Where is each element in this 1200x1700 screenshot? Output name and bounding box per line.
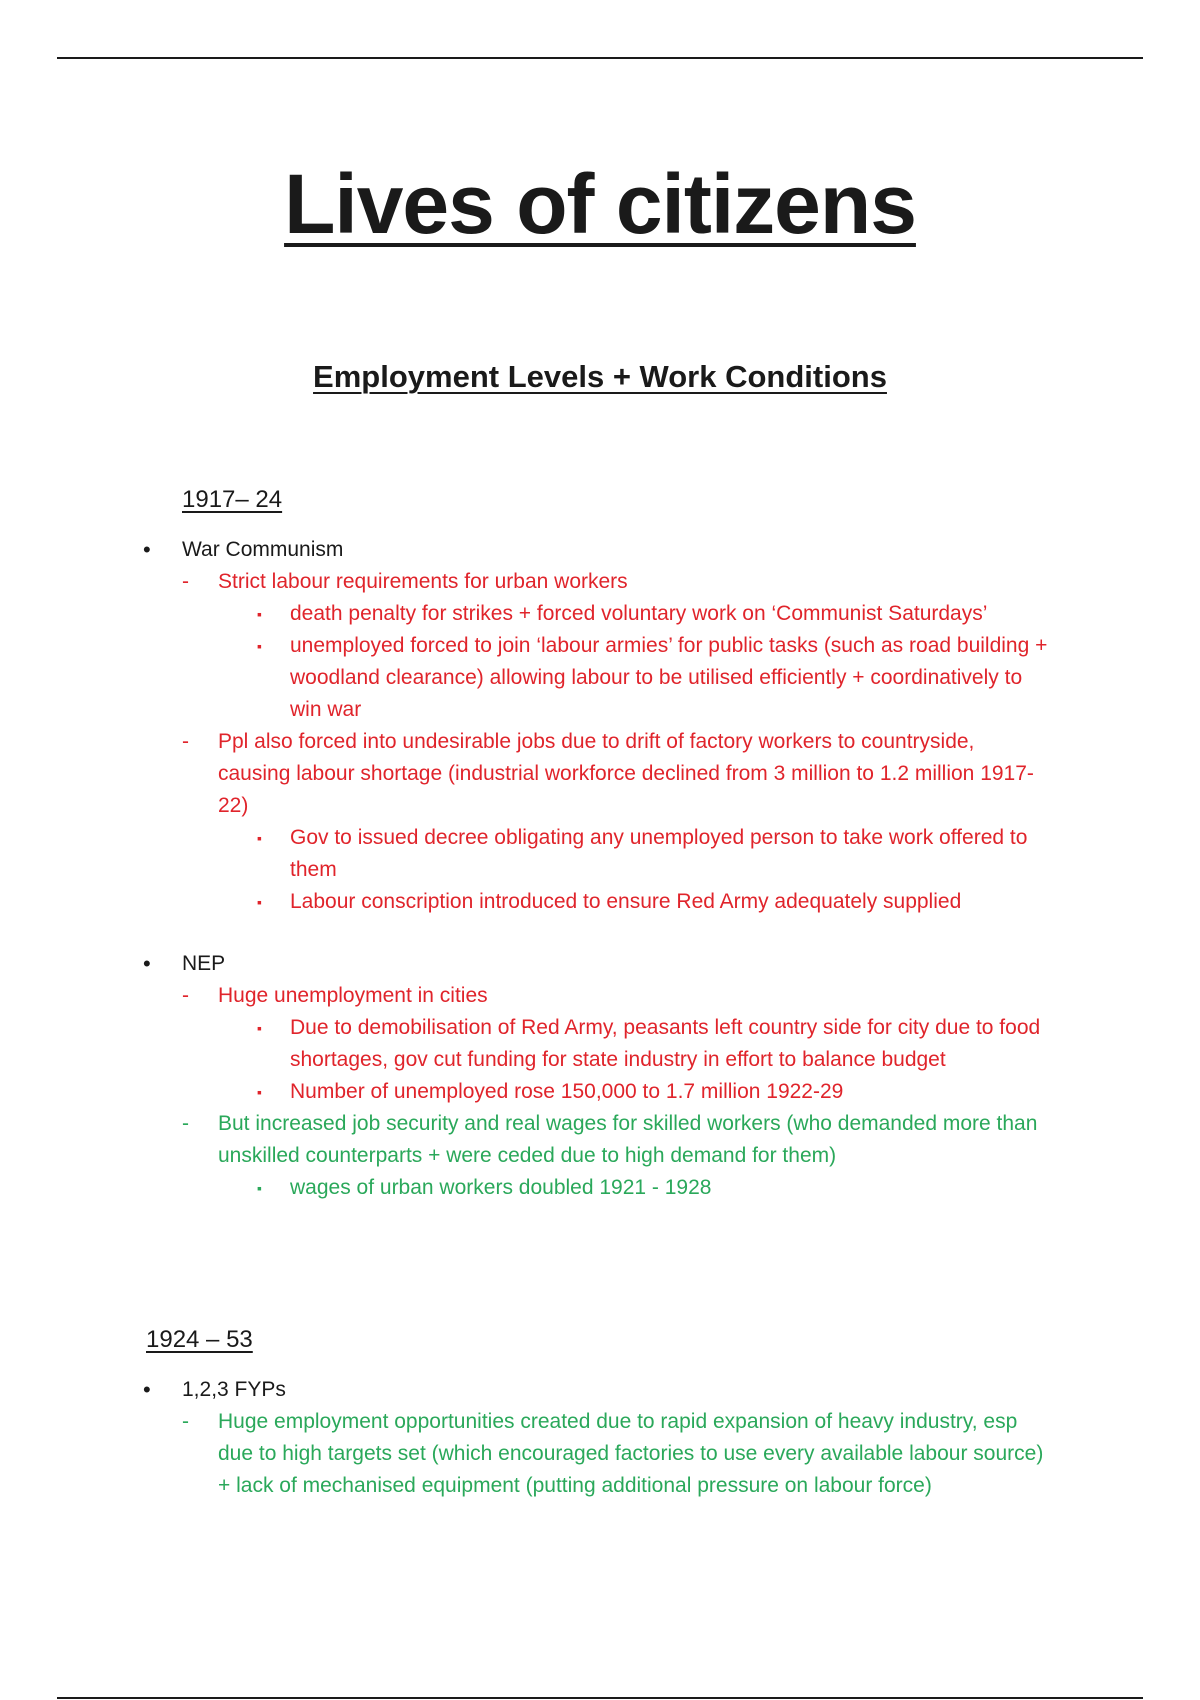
period-1917-24-content xyxy=(0,534,1200,1204)
bullet-marker: • xyxy=(143,1377,151,1402)
square-marker: ▪ xyxy=(257,1020,262,1036)
sub-sub-item-text: wages of urban workers doubled 1921 - 1928 xyxy=(290,1176,712,1199)
dash-marker: - xyxy=(182,1112,189,1135)
sub-sub-item xyxy=(0,630,1200,726)
sub-sub-item xyxy=(0,1076,1200,1108)
section-heading-text: Employment Levels + Work Conditions xyxy=(313,359,887,394)
sub-item-text: Huge unemployment in cities xyxy=(218,984,488,1007)
bullet-marker: • xyxy=(143,537,151,562)
sub-sub-item xyxy=(0,886,1200,918)
square-marker: ▪ xyxy=(257,1084,262,1100)
sub-sub-item xyxy=(0,598,1200,630)
square-marker: ▪ xyxy=(257,638,262,654)
sub-sub-item xyxy=(0,822,1200,886)
footer-rule xyxy=(57,1697,1143,1699)
sub-item-text: Strict labour requirements for urban workers xyxy=(218,570,628,593)
period-heading-1917-24: 1917– 24 xyxy=(182,486,283,513)
list-item-label: NEP xyxy=(182,952,226,975)
dash-marker: - xyxy=(182,570,189,593)
square-marker: ▪ xyxy=(257,606,262,622)
page-title-text: Lives of citizens xyxy=(284,157,916,251)
sub-item xyxy=(0,1406,1200,1502)
square-marker: ▪ xyxy=(257,830,262,846)
list-item-label: War Communism xyxy=(182,538,344,561)
list-item-nep xyxy=(0,948,1200,980)
sub-sub-item-text: Number of unemployed rose 150,000 to 1.7 million 1922-29 xyxy=(290,1080,844,1103)
list-item-fyps xyxy=(0,1374,1200,1406)
period-heading-1924-53: 1924 – 53 xyxy=(146,1326,253,1353)
dash-marker: - xyxy=(182,1410,189,1433)
sub-sub-item xyxy=(0,1172,1200,1204)
sub-item xyxy=(0,1108,1200,1172)
sub-sub-item-text: Due to demobilisation of Red Army, peasants left country side for city due to food shortages, gov cut funding for state industry in effort to balance budget xyxy=(290,1016,1041,1071)
period-1924-53-content xyxy=(0,1374,1200,1502)
sub-sub-item xyxy=(0,1012,1200,1076)
bullet-marker: • xyxy=(143,951,151,976)
list-item-label: 1,2,3 FYPs xyxy=(182,1378,286,1401)
sub-sub-item-text: Gov to issued decree obligating any unemployed person to take work offered to them xyxy=(290,826,1028,881)
sub-item-text: Huge employment opportunities created due to rapid expansion of heavy industry, esp due to high targets set (which encouraged factories to use every available labour source) + lack of mechanised equipment (putting additional pressure on labour force) xyxy=(218,1410,1044,1497)
sub-item-text: Ppl also forced into undesirable jobs due to drift of factory workers to countryside, causing labour shortage (industrial workforce declined from 3 million to 1.2 million 1917-22) xyxy=(218,730,1034,817)
square-marker: ▪ xyxy=(257,1180,262,1196)
sub-sub-item-text: Labour conscription introduced to ensure Red Army adequately supplied xyxy=(290,890,962,913)
square-marker: ▪ xyxy=(257,894,262,910)
sub-sub-item-text: death penalty for strikes + forced voluntary work on ‘Communist Saturdays’ xyxy=(290,602,988,625)
dash-marker: - xyxy=(182,730,189,753)
sub-item xyxy=(0,566,1200,598)
sub-item xyxy=(0,726,1200,822)
header-rule xyxy=(57,57,1143,59)
page-title xyxy=(0,157,1200,251)
list-item-war-communism xyxy=(0,534,1200,566)
sub-sub-item-text: unemployed forced to join ‘labour armies’ for public tasks (such as road building + woodland clearance) allowing labour to be utilised efficiently + coordinatively to win war xyxy=(290,634,1048,721)
dash-marker: - xyxy=(182,984,189,1007)
sub-item xyxy=(0,980,1200,1012)
section-heading xyxy=(0,358,1200,395)
sub-item-text: But increased job security and real wages for skilled workers (who demanded more than unskilled counterparts + were ceded due to high demand for them) xyxy=(218,1112,1038,1167)
